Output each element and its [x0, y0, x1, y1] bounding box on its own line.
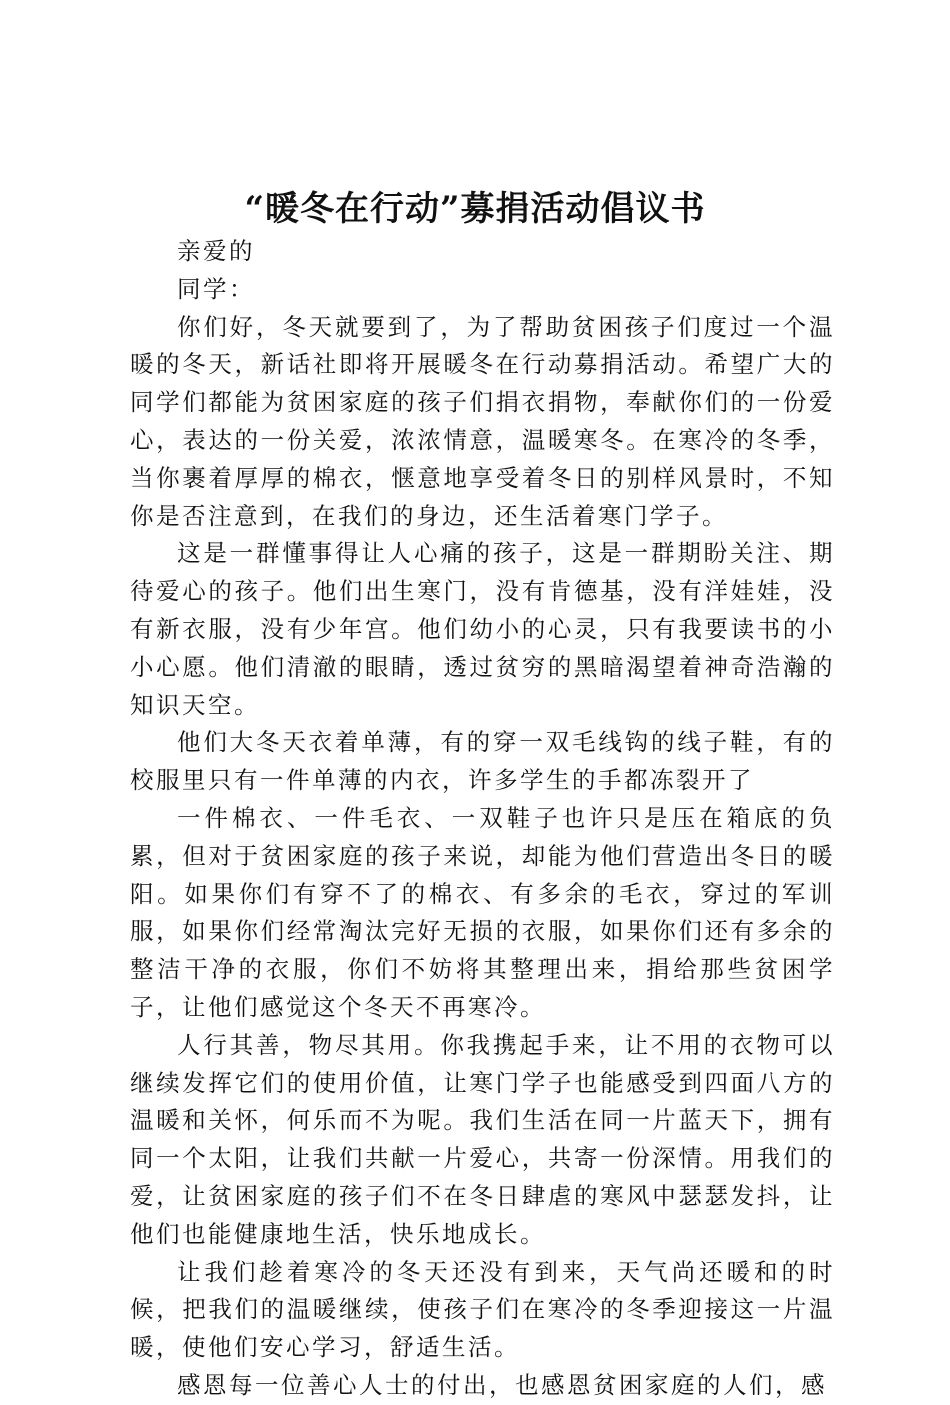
- document-body: [130, 233, 835, 1405]
- salutation-line: 亲爱的: [177, 237, 255, 265]
- body-paragraph: 感恩每一位善心人士的付出，也感恩贫困家庭的人们，感: [177, 1370, 827, 1399]
- document-title: “暖冬在行动”募捐活动倡议书: [244, 189, 706, 229]
- body-paragraph: 你们好，冬天就要到了，为了帮助贫困孩子们度过一个温暖的冬天，新话社即将开展暖冬在行动募捐活动。希望广大的同学们都能为贫困家庭的孩子们捐衣捐物，奉献你们的一份爱心，表达的一份关爱，浓浓情意，温暖寒冬。在寒冷的冬季，当你裹着厚厚的棉衣，惬意地享受着冬日的别样风景时，不知你是否注意到，在我们的身边，还生活着寒门学子。: [130, 312, 835, 530]
- body-paragraph: 他们大冬天衣着单薄，有的穿一双毛线钩的线子鞋，有的校服里只有一件单薄的内衣，许多学生的手都冻裂开了: [130, 728, 835, 795]
- salutation-line: 同学：: [177, 274, 255, 303]
- body-paragraph: 一件棉衣、一件毛衣、一双鞋子也许只是压在箱底的负累，但对于贫困家庭的孩子来说，却能为他们营造出冬日的暖阳。如果你们有穿不了的棉衣、有多余的毛衣，穿过的军训服，如果你们经常淘汰完好无损的衣服，如果你们还有多余的整洁干净的衣服，你们不妨将其整理出来，捐给那些贫困学子，让他们感觉这个冬天不再寒冷。: [130, 803, 835, 1021]
- body-paragraph: 人行其善，物尽其用。你我携起手来，让不用的衣物可以继续发挥它们的使用价值，让寒门学子也能感受到四面八方的温暖和关怀，何乐而不为呢。我们生活在同一片蓝天下，拥有同一个太阳，让我们共献一片爱心，共寄一份深情。用我们的爱，让贫困家庭的孩子们不在冬日肆虐的寒风中瑟瑟发抖，让他们也能健康地生活，快乐地成长。: [130, 1030, 835, 1248]
- body-paragraph: 这是一群懂事得让人心痛的孩子，这是一群期盼关注、期待爱心的孩子。他们出生寒门，没有肯德基，没有洋娃娃，没有新衣服，没有少年宫。他们幼小的心灵，只有我要读书的小小心愿。他们清澈的眼睛，透过贫穷的黑暗渴望着神奇浩瀚的知识天空。: [130, 539, 835, 719]
- body-paragraph: 让我们趁着寒冷的冬天还没有到来，天气尚还暖和的时候，把我们的温暖继续，使孩子们在寒冷的冬季迎接这一片温暖，使他们安心学习，舒适生活。: [130, 1257, 835, 1362]
